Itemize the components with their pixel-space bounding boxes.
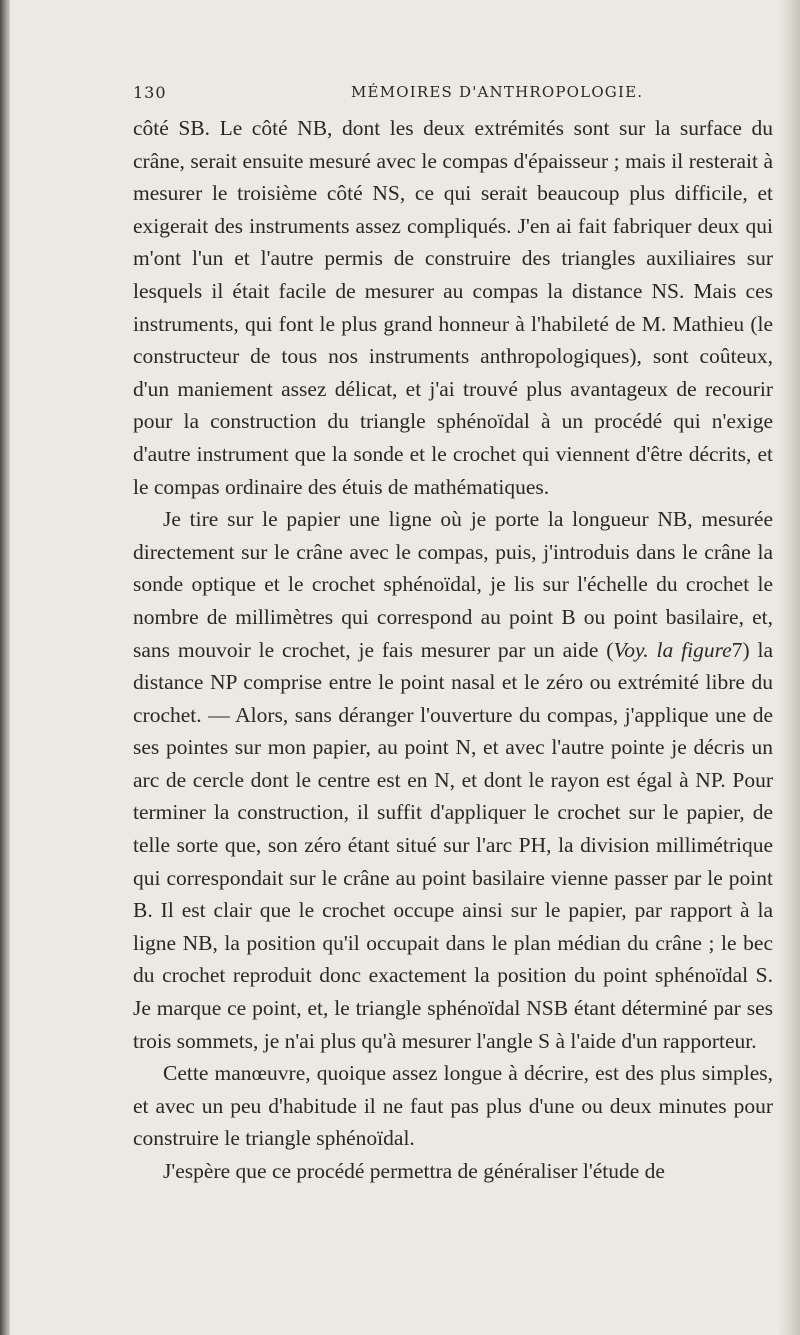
body-text [133, 112, 773, 1188]
paragraph-construction-method [133, 503, 773, 1057]
page-edge-shadow [778, 0, 800, 1335]
running-title: MÉMOIRES D'ANTHROPOLOGIE. [351, 83, 644, 101]
paragraph-manoeuvre: Cette manœuvre, quoique assez longue à décrire, est des plus simples, et avec un peu d'habitude il ne faut pas plus d'une ou deux minutes pour construire le triangle sphénoïdal. [133, 1061, 773, 1151]
page-number: 130 [133, 83, 167, 102]
paragraph-conclusion: J'espère que ce procédé permettra de généraliser l'étude de [163, 1159, 665, 1183]
running-head [133, 83, 773, 107]
paragraph-continuation: côté SB. Le côté NB, dont les deux extrémités sont sur la surface du crâne, serait ensuite mesuré avec le compas d'épaisseur ; mais il resterait à mesurer le troisième côté NS, ce qui serait beaucoup plus difficile, et exigerait des instruments assez compliqués. J'en ai fait fabriquer deux qui m'ont l'un et l'autre permis de construire des triangles auxiliaires sur lesquels il était facile de mesurer au compas la distance NS. Mais ces instruments, qui font le plus grand honneur à l'habileté de M. Mathieu (le constructeur de tous nos instruments anthropologiques), sont coûteux, d'un maniement assez délicat, et j'ai trouvé plus avantageux de recourir pour la construction du triangle sphénoïdal à un procédé qui n'exige d'autre instrument que la sonde et le crochet qui viennent d'être décrits, et le compas ordinaire des étuis de mathématiques. [133, 116, 773, 499]
page-binding-shadow [0, 0, 10, 1335]
figure-reference: Voy. la figure [613, 637, 732, 662]
paragraph-text: ) la distance NP comprise entre le point nasal et le zéro ou extrémité libre du crochet. — Alors, sans déranger l'ouverture du compas, j'applique une de ses pointes sur mon papier, au point N, et avec l'autre pointe je décris un arc de cercle dont le centre est en N, et dont le rayon est égal à NP. Pour terminer la construction, il suffit d'appliquer le crochet sur le papier, de telle sorte que, son zéro étant situé sur l'arc PH, la division millimétrique qui correspondait sur le crâne au point basilaire vienne passer par le point B. Il est clair que le crochet occupe ainsi sur le papier, par rapport à la ligne NB, la position qu'il occupait dans le plan médian du crâne ; le bec du crochet reproduit donc exactement la position du point sphénoïdal S. Je marque ce point, et, le triangle sphénoïdal NSB étant déterminé par ses trois sommets, je n'ai plus qu'à mesurer l'angle S à l'aide d'un rapporteur. [133, 637, 773, 1053]
figure-number: 7 [731, 637, 743, 662]
paragraph-text: Je tire sur le papier une ligne où je porte la longueur NB, mesurée directement sur le crâne avec le compas, puis, j'introduis dans le crâne la sonde optique et le crochet sphénoïdal, je lis sur l'échelle du crochet le nombre de millimètres qui correspond au point B ou point basilaire, et, sans mouvoir le crochet, je fais mesurer par un aide ( [133, 507, 773, 662]
